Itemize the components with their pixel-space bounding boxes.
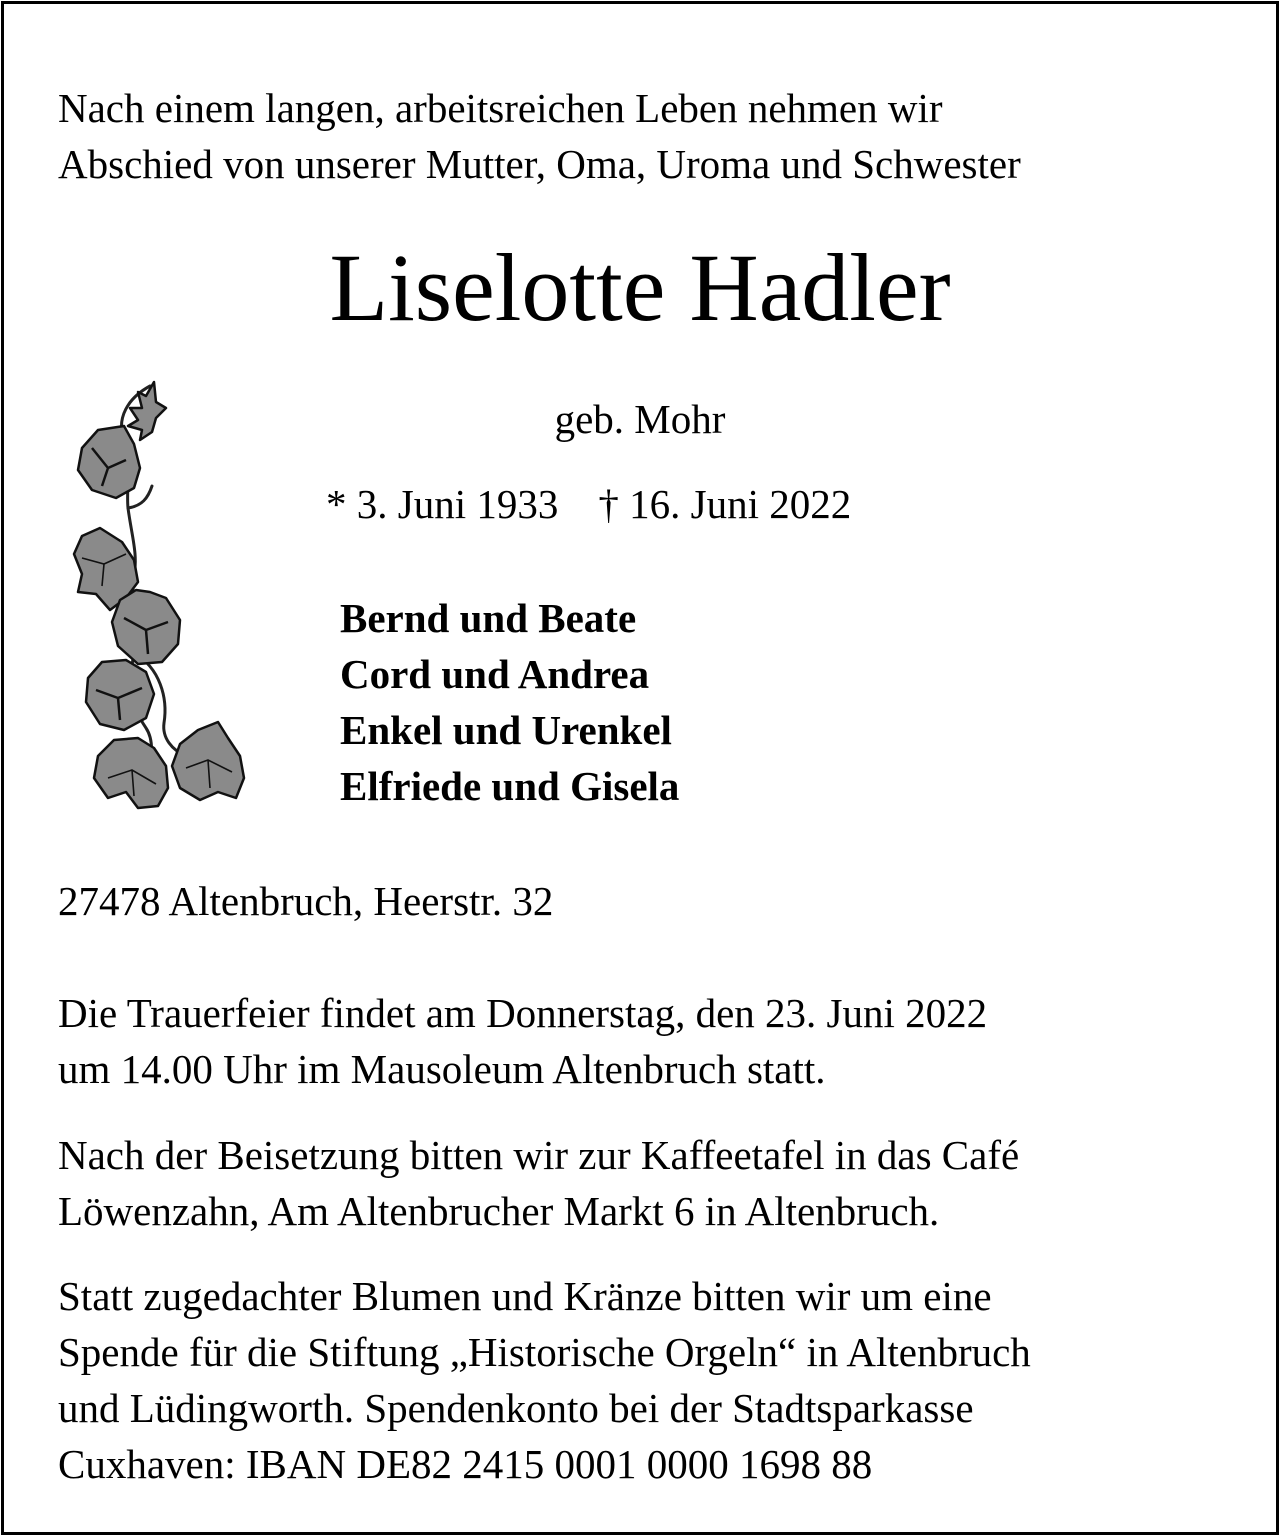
address: 27478 Altenbruch, Heerstr. 32 xyxy=(58,878,554,924)
reception-line: Löwenzahn, Am Altenbrucher Markt 6 in Altenbruch. xyxy=(58,1188,940,1234)
intro-text xyxy=(58,80,1248,192)
mourners-list xyxy=(340,590,679,814)
mourner-name: Enkel und Urenkel xyxy=(340,707,672,753)
donation-line: Statt zugedachter Blumen und Kränze bitten wir um eine xyxy=(58,1273,992,1319)
life-dates xyxy=(326,478,851,530)
intro-line: Abschied von unserer Mutter, Oma, Uroma und Schwester xyxy=(58,141,1021,187)
mourner-name: Cord und Andrea xyxy=(340,651,650,697)
reception-paragraph xyxy=(58,1127,1258,1239)
funeral-paragraph xyxy=(58,985,1258,1097)
birth-date: * 3. Juni 1933 xyxy=(326,481,559,527)
donation-line: Cuxhaven: IBAN DE82 2415 0001 0000 1698 88 xyxy=(58,1441,873,1487)
funeral-line: um 14.00 Uhr im Mausoleum Altenbruch statt. xyxy=(58,1046,826,1092)
reception-line: Nach der Beisetzung bitten wir zur Kaffeetafel in das Café xyxy=(58,1132,1020,1178)
donation-line: und Lüdingworth. Spendenkonto bei der Stadtsparkasse xyxy=(58,1385,974,1431)
mourner-name: Elfriede und Gisela xyxy=(340,763,680,809)
intro-line: Nach einem langen, arbeitsreichen Leben nehmen wir xyxy=(58,85,943,131)
donation-paragraph xyxy=(58,1268,1258,1492)
mourner-name: Bernd und Beate xyxy=(340,595,637,641)
funeral-line: Die Trauerfeier findet am Donnerstag, den 23. Juni 2022 xyxy=(58,990,988,1036)
donation-line: Spende für die Stiftung „Historische Orgeln“ in Altenbruch xyxy=(58,1329,1031,1375)
death-date: † 16. Juni 2022 xyxy=(598,481,852,527)
deceased-name: Liselotte Hadler xyxy=(329,234,951,341)
born-name: geb. Mohr xyxy=(554,396,726,442)
